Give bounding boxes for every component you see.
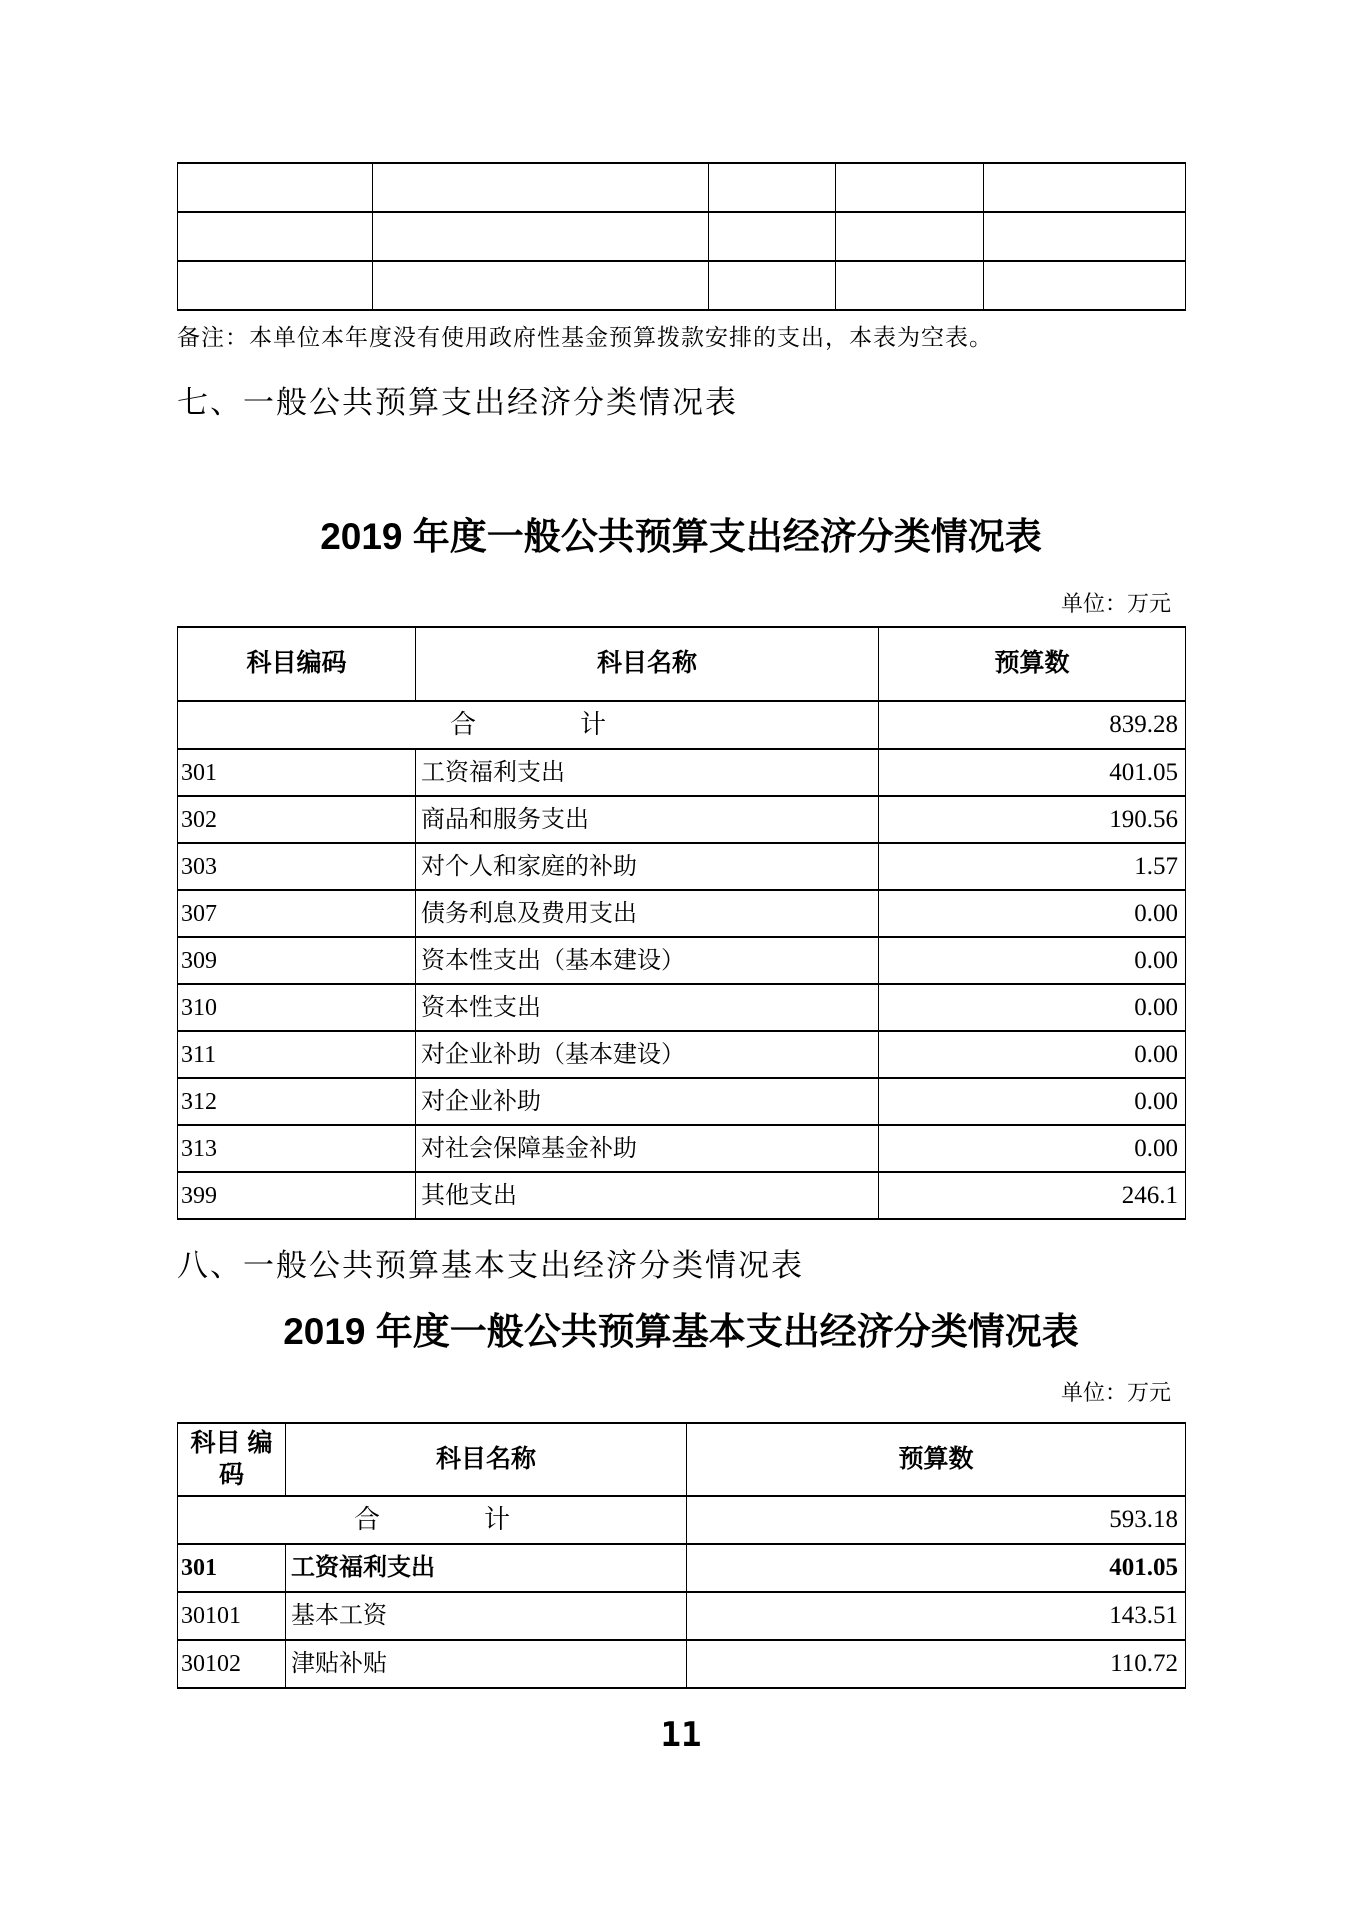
subject-code: 312 <box>178 1078 416 1125</box>
table2-title: 2019 年度一般公共预算基本支出经济分类情况表 <box>283 1311 1079 1352</box>
empty-cell <box>836 212 984 261</box>
empty-cell <box>709 261 836 310</box>
table-row <box>178 1031 1186 1078</box>
empty-cell <box>178 212 373 261</box>
empty-cell <box>373 261 709 310</box>
empty-cell <box>984 163 1186 212</box>
table-row <box>178 937 1186 984</box>
empty-cell <box>373 163 709 212</box>
empty-cell <box>178 261 373 310</box>
budget-value: 143.51 <box>687 1592 1186 1640</box>
table2-unit-label: 单位：万元 <box>1060 1380 1171 1405</box>
empty-cell <box>836 261 984 310</box>
subject-name: 其他支出 <box>416 1172 879 1219</box>
table-row <box>178 1640 1186 1688</box>
subject-name: 对企业补助 <box>416 1078 879 1125</box>
subject-name: 对企业补助（基本建设） <box>416 1031 879 1078</box>
header-subject-code <box>178 1423 286 1496</box>
section8-heading: 八、一般公共预算基本支出经济分类情况表 <box>177 1248 804 1283</box>
subject-code: 310 <box>178 984 416 1031</box>
subject-name: 商品和服务支出 <box>416 796 879 843</box>
subject-code: 301 <box>178 749 416 796</box>
table-row <box>178 796 1186 843</box>
header-budget-number: 预算数 <box>879 627 1186 701</box>
header-subject-name: 科目名称 <box>286 1423 687 1496</box>
budget-value: 0.00 <box>879 1031 1186 1078</box>
budget-value: 401.05 <box>687 1544 1186 1592</box>
subject-name: 工资福利支出 <box>416 749 879 796</box>
subject-name: 基本工资 <box>286 1592 687 1640</box>
subject-code: 313 <box>178 1125 416 1172</box>
expenditure-classification-table <box>177 626 1186 1220</box>
header-subject-code-line2: 码 <box>218 1460 244 1489</box>
table-header-row <box>178 627 1186 701</box>
page-number: 11 <box>660 1715 702 1755</box>
total-label: 合 计 <box>178 1496 687 1544</box>
budget-value: 0.00 <box>879 984 1186 1031</box>
empty-cell <box>984 261 1186 310</box>
table-header-row <box>178 1423 1186 1496</box>
table-row <box>178 1172 1186 1219</box>
subject-name: 对社会保障基金补助 <box>416 1125 879 1172</box>
total-value: 593.18 <box>687 1496 1186 1544</box>
empty-table-row <box>178 212 1186 261</box>
empty-cell <box>836 163 984 212</box>
subject-code: 303 <box>178 843 416 890</box>
subject-code: 311 <box>178 1031 416 1078</box>
budget-value: 401.05 <box>879 749 1186 796</box>
empty-cell <box>709 212 836 261</box>
subject-code: 302 <box>178 796 416 843</box>
subject-name: 对个人和家庭的补助 <box>416 843 879 890</box>
total-label: 合 计 <box>178 701 879 749</box>
table-row <box>178 1125 1186 1172</box>
basic-expenditure-classification-table <box>177 1422 1186 1689</box>
remark-note: 备注：本单位本年度没有使用政府性基金预算拨款安排的支出，本表为空表。 <box>177 325 993 350</box>
empty-cell <box>709 163 836 212</box>
table1-unit-label: 单位：万元 <box>1060 591 1171 616</box>
table-row <box>178 1078 1186 1125</box>
subject-code: 30102 <box>178 1640 286 1688</box>
budget-value: 190.56 <box>879 796 1186 843</box>
subject-code: 307 <box>178 890 416 937</box>
table-row <box>178 890 1186 937</box>
budget-value: 1.57 <box>879 843 1186 890</box>
subject-name: 工资福利支出 <box>286 1544 687 1592</box>
total-row <box>178 1496 1186 1544</box>
budget-value: 0.00 <box>879 890 1186 937</box>
subject-name: 债务利息及费用支出 <box>416 890 879 937</box>
subject-code: 30101 <box>178 1592 286 1640</box>
page-content <box>177 0 1185 1755</box>
empty-table-row <box>178 261 1186 310</box>
budget-value: 0.00 <box>879 1078 1186 1125</box>
header-subject-name: 科目名称 <box>416 627 879 701</box>
empty-cell <box>984 212 1186 261</box>
header-budget-number: 预算数 <box>687 1423 1186 1496</box>
subject-name: 资本性支出（基本建设） <box>416 937 879 984</box>
empty-cell <box>178 163 373 212</box>
table-row <box>178 1544 1186 1592</box>
empty-table-row <box>178 163 1186 212</box>
section7-heading: 七、一般公共预算支出经济分类情况表 <box>177 385 738 420</box>
table1-title: 2019 年度一般公共预算支出经济分类情况表 <box>320 516 1042 557</box>
subject-code: 301 <box>178 1544 286 1592</box>
table-row <box>178 1592 1186 1640</box>
total-row <box>178 701 1186 749</box>
header-subject-code: 科目编码 <box>178 627 416 701</box>
table-row <box>178 843 1186 890</box>
table-row <box>178 984 1186 1031</box>
empty-cell <box>373 212 709 261</box>
header-subject-code-line1: 科目 编 <box>190 1429 273 1458</box>
subject-name: 津贴补贴 <box>286 1640 687 1688</box>
subject-name: 资本性支出 <box>416 984 879 1031</box>
budget-value: 246.1 <box>879 1172 1186 1219</box>
budget-value: 0.00 <box>879 1125 1186 1172</box>
subject-code: 399 <box>178 1172 416 1219</box>
subject-code: 309 <box>178 937 416 984</box>
table-row <box>178 749 1186 796</box>
budget-value: 110.72 <box>687 1640 1186 1688</box>
total-value: 839.28 <box>879 701 1186 749</box>
empty-government-fund-table <box>177 162 1186 311</box>
budget-value: 0.00 <box>879 937 1186 984</box>
